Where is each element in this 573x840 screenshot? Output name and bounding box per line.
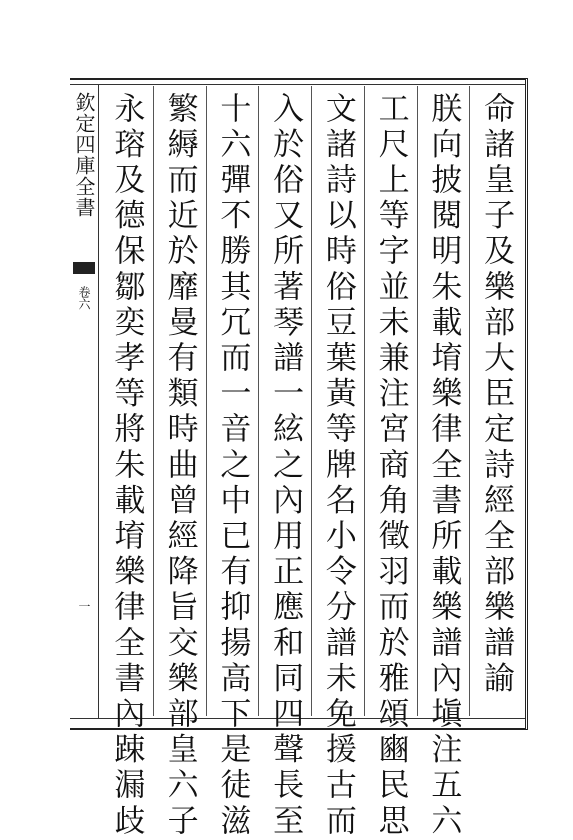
column-text: 繁縟而近於靡曼有類時曲曾經降旨交樂部皇六子 <box>161 92 198 840</box>
column-text: 十六彈不勝其冗而一音之中已有抑揚高下是徒滋 <box>214 92 251 840</box>
text-column-3 <box>364 86 417 840</box>
text-column-4 <box>311 86 364 840</box>
folio-number: 一 <box>77 600 91 612</box>
text-column-8 <box>100 86 153 840</box>
juan-label: 卷六 <box>77 286 91 310</box>
text-column-6 <box>206 86 259 840</box>
column-text: 朕向披閱明朱載堉樂律全書所載樂譜內塡注五六 <box>425 92 462 840</box>
fishtail-mark <box>73 262 95 274</box>
text-columns <box>100 86 522 840</box>
column-text: 文諸詩以時俗豆葉黃等牌名小令分譜未免援古而 <box>319 92 356 840</box>
frame-rule-top <box>70 84 525 85</box>
column-text: 命諸皇子及樂部大臣定詩經全部樂譜諭 <box>478 92 515 698</box>
text-column-5 <box>258 86 311 840</box>
column-text: 永瑢及德保鄒奕孝等將朱載堉樂律全書內踈漏歧 <box>108 92 145 840</box>
text-column-7 <box>153 86 206 840</box>
series-title: 欽定四庫全書 <box>72 92 96 218</box>
column-text: 入於俗又所著琴譜一絃之內用正應和同四聲長至 <box>267 92 304 840</box>
column-text: 工尺上等字並未兼注宮商角徵羽而於雅頌豳民思 <box>372 92 409 840</box>
text-column-1 <box>469 86 522 716</box>
text-column-2 <box>417 86 470 840</box>
